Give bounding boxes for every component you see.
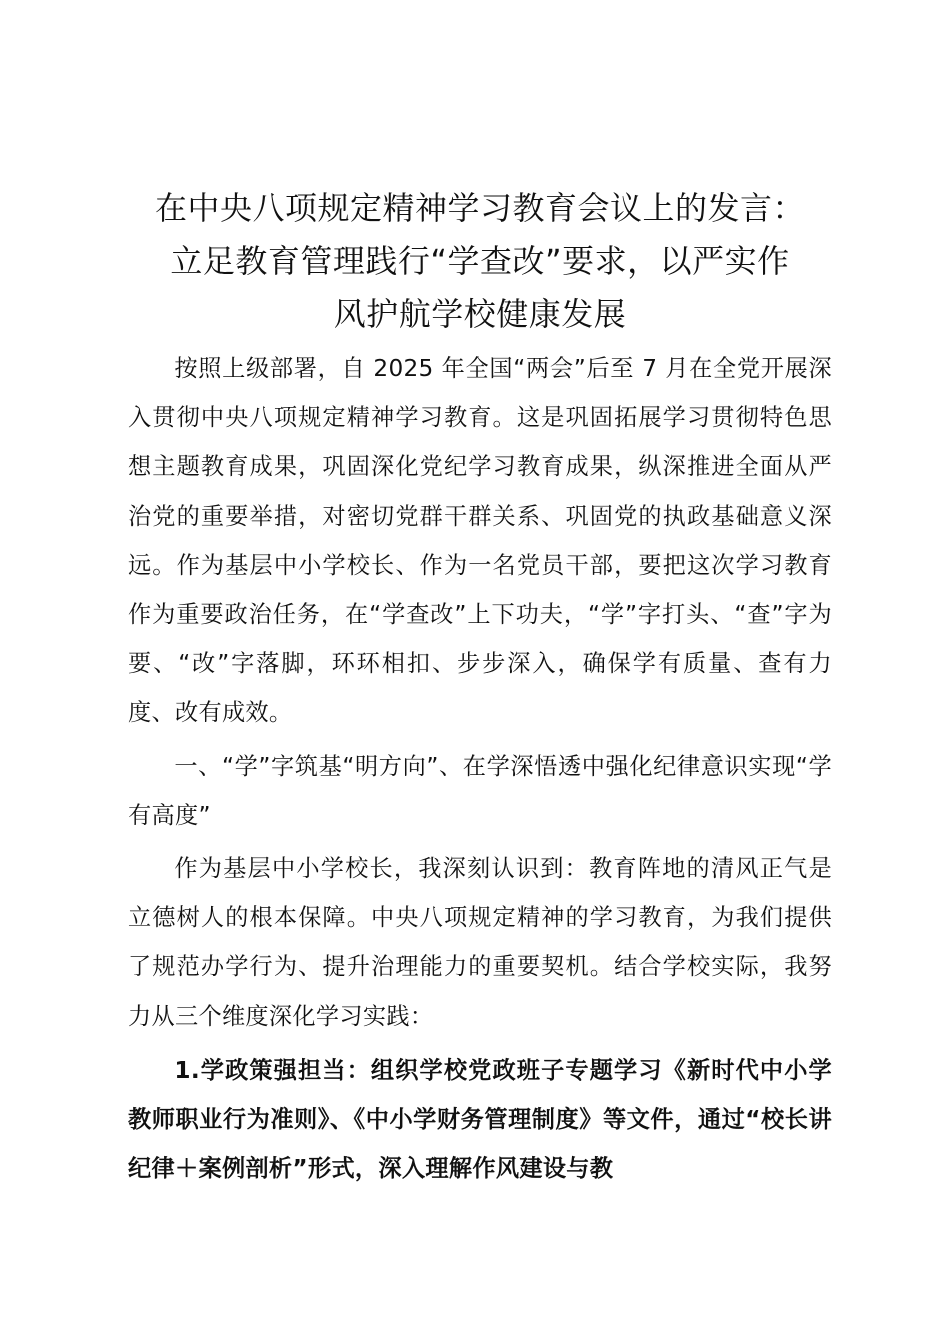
section-heading-1: 一、“学”字筑基“明方向”、在学深悟透中强化纪律意识实现“学有高度”: [128, 752, 832, 829]
document-page: [128, 182, 832, 1193]
list-item-1: 1.学政策强担当：组织学校党政班子专题学习《新时代中小学教师职业行为准则》、《中小学财务管理制度》等文件，通过“校长讲纪律＋案例剖析”形式，深入理解作风建设与教: [128, 1056, 832, 1183]
title-line-3: 风护航学校健康发展: [333, 295, 627, 333]
section-1-paragraph: 作为基层中小学校长，我深刻认识到：教育阵地的清风正气是立德树人的根本保障。中央八项规定精神的学习教育，为我们提供了规范办学行为、提升治理能力的重要契机。结合学校实际，我努力从三个维度深化学习实践：: [128, 855, 832, 1030]
intro-paragraph: 按照上级部署，自 2025 年全国“两会”后至 7 月在全党开展深入贯彻中央八项规定精神学习教育。这是巩固拓展学习贯彻特色思想主题教育成果，巩固深化党纪学习教育成果，纵深推进全面从严治党的重要举措，对密切党群干群关系、巩固党的执政基础意义深远。作为基层中小学校长、作为一名党员干部，要把这次学习教育作为重要政治任务，在“学查改”上下功夫，“学”字打头、“查”字为要、“改”字落脚，环环相扣、步步深入，确保学有质量、查有力度、改有成效。: [128, 355, 832, 727]
title-line-2: 立足教育管理践行“学查改”要求，以严实作: [170, 242, 790, 280]
title-line-1: 在中央八项规定精神学习教育会议上的发言：: [154, 189, 805, 227]
document-title: [128, 182, 832, 341]
